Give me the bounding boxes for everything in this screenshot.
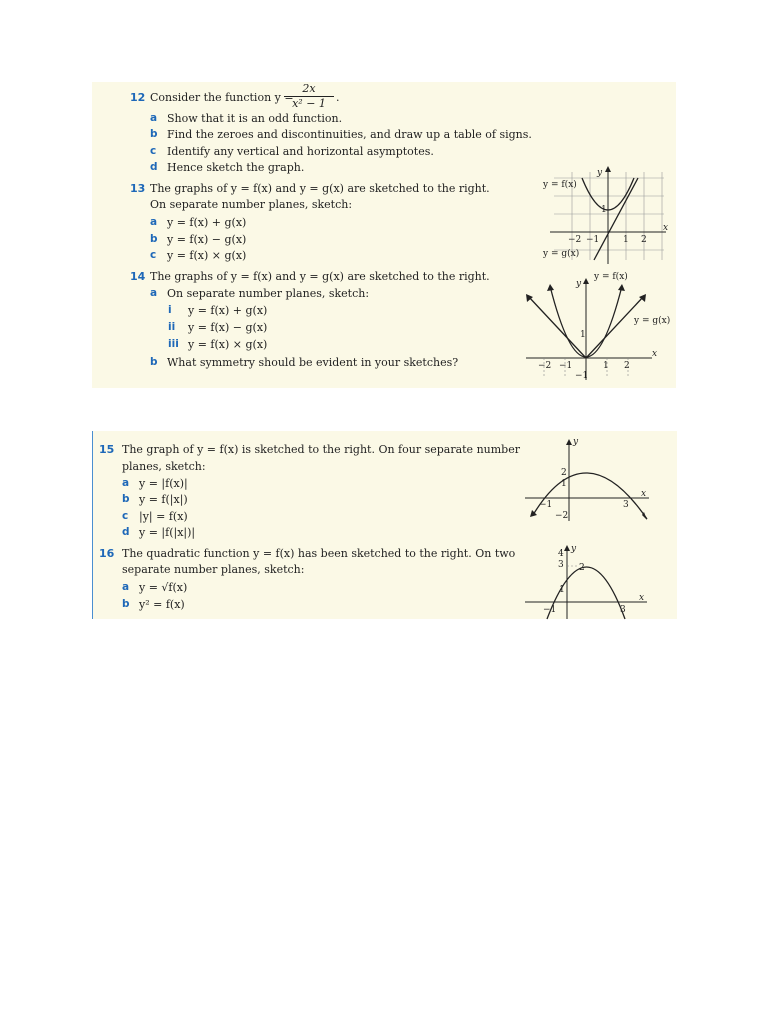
q12-part-d: Hence sketch the graph. [167, 161, 305, 174]
q13-line1: The graphs of y = f(x) and y = g(x) are sketched to the right. [150, 182, 490, 195]
q14-tick-x2: 2 [624, 361, 630, 371]
q14-part-b-label: b [150, 356, 158, 368]
question-number-14: 14 [130, 270, 146, 283]
q15-part-a: y = |f(x)| [139, 477, 188, 490]
q12-part-b: Find the zeroes and discontinuities, and draw up a table of signs. [167, 128, 532, 141]
q12-denominator: x² − 1 [292, 97, 326, 110]
q16-part-b: y² = f(x) [139, 598, 185, 611]
q12-part-b-label: b [150, 128, 158, 140]
question-number-16: 16 [99, 547, 115, 560]
q13-f-label: y = f(x) [543, 180, 577, 190]
q13-part-b-label: b [150, 233, 158, 245]
q12-end: . [336, 91, 340, 104]
exercise-panel-2 [92, 431, 677, 619]
q12-intro: Consider the function y = [150, 91, 294, 104]
q13-part-c: y = f(x) × g(x) [167, 249, 247, 262]
q14-part-b: What symmetry should be evident in your sketches? [167, 356, 459, 369]
question-number-15: 15 [99, 443, 115, 456]
q13-part-b: y = f(x) − g(x) [167, 233, 247, 246]
q15-y-arrow-icon [566, 439, 572, 445]
q15-curve [533, 473, 647, 519]
question-number-13: 13 [130, 182, 146, 195]
q14-sub-iii-label: iii [168, 338, 179, 350]
q16-tick-3: 3 [558, 560, 564, 570]
q14-f-label: y = f(x) [594, 272, 628, 282]
q12-numerator: 2x [302, 82, 316, 95]
exercise-panel-1 [92, 82, 676, 388]
q15-line2: planes, sketch: [122, 460, 206, 473]
q16-tick-4: 4 [558, 549, 564, 559]
q14-sub-ii: y = f(x) − g(x) [188, 321, 268, 334]
q16-y-arrow-icon [564, 545, 570, 551]
q15-line1: The graph of y = f(x) is sketched to the right. On four separate number [122, 443, 520, 456]
q12-part-c: Identify any vertical and horizontal asymptotes. [167, 145, 434, 158]
q16-tick-neg1: −1 [543, 605, 557, 615]
q15-tick-1: 1 [561, 479, 567, 489]
q14-f-arrow-left-icon [547, 284, 554, 291]
q16-tick-x3: 3 [620, 605, 626, 615]
q14-x-label: x [652, 349, 658, 359]
q16-graph [521, 543, 661, 619]
q16-line2: separate number planes, sketch: [122, 563, 305, 576]
q14-part-a: On separate number planes, sketch: [167, 287, 370, 300]
q13-g-label: y = g(x) [543, 249, 580, 259]
q16-part-b-label: b [122, 598, 130, 610]
q16-x-label: x [639, 593, 645, 603]
q13-tick-neg1: −1 [586, 235, 600, 245]
q14-line1: The graphs of y = f(x) and y = g(x) are sketched to the right. [150, 270, 490, 283]
q13-tick-neg2: −2 [568, 235, 582, 245]
q15-tick-3: 3 [623, 500, 629, 510]
q12-part-a-label: a [150, 112, 158, 124]
q14-sub-iii: y = f(x) × g(x) [188, 338, 268, 351]
q14-y-arrow-icon [583, 278, 589, 284]
q12-fraction [284, 83, 334, 110]
q12-part-a: Show that it is an odd function. [167, 112, 343, 125]
q13-line2: On separate number planes, sketch: [150, 198, 353, 211]
q13-part-a-label: a [150, 216, 158, 228]
q15-part-a-label: a [122, 477, 130, 489]
q15-graph [521, 435, 661, 525]
question-number-12: 12 [130, 91, 146, 104]
q16-part-a: y = √f(x) [139, 581, 188, 594]
q12-part-d-label: d [150, 161, 158, 173]
q14-f-arrow-right-icon [618, 284, 625, 291]
q15-part-d-label: d [122, 526, 130, 538]
q14-tick-1: 1 [580, 330, 586, 340]
q15-part-b: y = f(|x|) [139, 493, 188, 506]
q15-tick-2: 2 [561, 468, 567, 478]
q14-sub-i: y = f(x) + g(x) [188, 304, 268, 317]
q15-part-c: |y| = f(x) [139, 510, 188, 523]
q12-part-c-label: c [150, 145, 157, 157]
q13-part-a: y = f(x) + g(x) [167, 216, 247, 229]
q16-line1: The quadratic function y = f(x) has been sketched to the right. On two [122, 547, 516, 560]
q14-graph [522, 272, 682, 382]
q15-part-b-label: b [122, 493, 130, 505]
q14-y-label: y [576, 279, 582, 289]
q13-tick-x2: 2 [641, 235, 647, 245]
q16-y-label: y [571, 544, 577, 554]
q14-tick-neg1-y: −1 [575, 371, 589, 381]
q13-y-label: y [597, 168, 603, 178]
q13-tick-x1: 1 [623, 235, 629, 245]
q13-tick-1: 1 [601, 205, 607, 215]
q15-x-label: x [641, 489, 647, 499]
q13-y-arrow-icon [605, 166, 611, 172]
q13-x-label: x [663, 223, 669, 233]
q15-y-label: y [573, 437, 579, 447]
q16-tick-2: 2 [579, 563, 585, 573]
q13-g-line [594, 178, 638, 260]
q14-tick-neg1: −1 [559, 361, 573, 371]
q16-tick-1: 1 [559, 585, 565, 595]
q13-graph [542, 164, 672, 274]
q14-tick-x1: 1 [603, 361, 609, 371]
q15-tick-neg1: −1 [539, 500, 553, 510]
q14-part-a-label: a [150, 287, 158, 299]
q14-tick-neg2: −2 [538, 361, 552, 371]
q13-part-c-label: c [150, 249, 157, 261]
q14-g-label: y = g(x) [634, 316, 671, 326]
q15-part-c-label: c [122, 510, 129, 522]
q14-sub-i-label: i [168, 304, 172, 316]
q15-part-d: y = |f(|x|)| [139, 526, 196, 539]
q15-tick-neg2: −2 [555, 511, 569, 521]
q14-sub-ii-label: ii [168, 321, 176, 333]
q16-part-a-label: a [122, 581, 130, 593]
